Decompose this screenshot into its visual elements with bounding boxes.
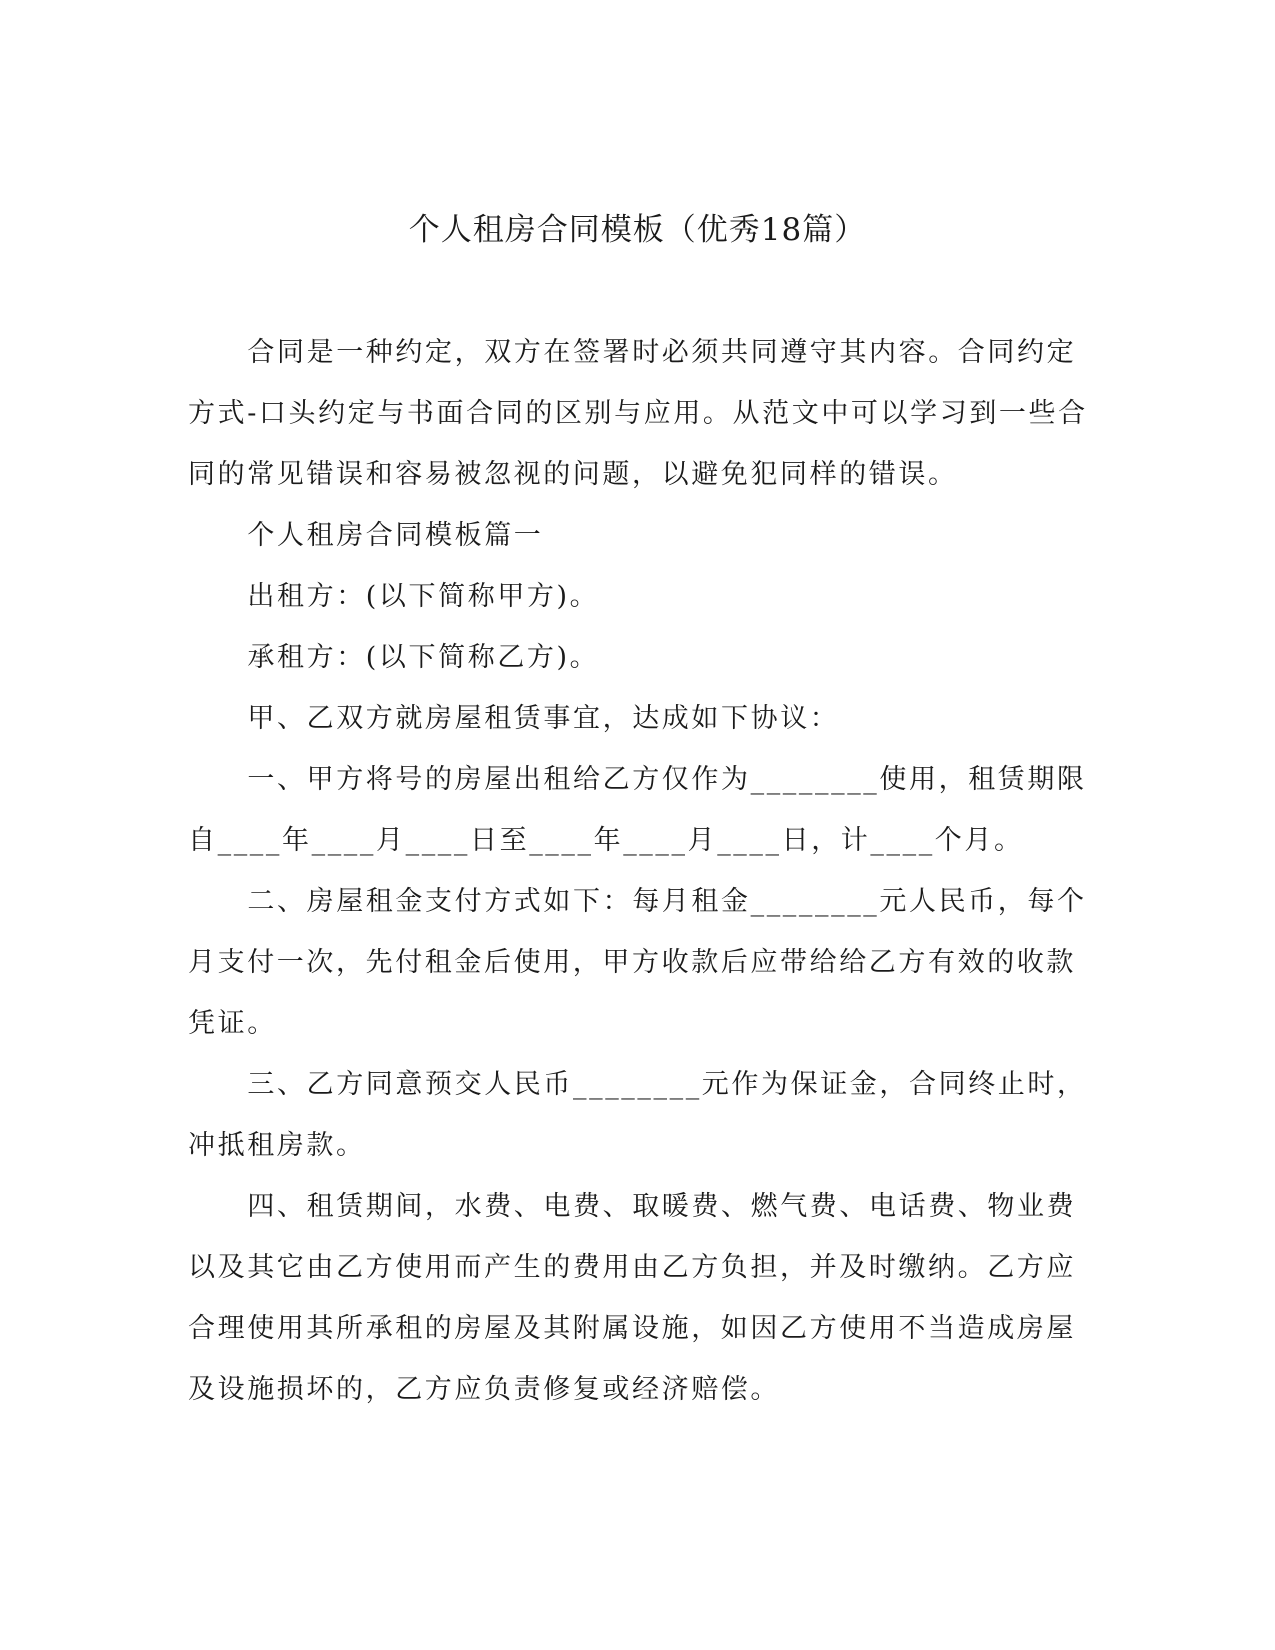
clause-1: 一、甲方将号的房屋出租给乙方仅作为________使用，租赁期限自____年____月____日至____年____月____日，计____个月。 [188, 764, 1087, 856]
lessee-line: 承租方：(以下简称乙方)。 [247, 642, 600, 673]
clause-4: 四、租赁期间，水费、电费、取暖费、燃气费、电话费、物业费以及其它由乙方使用而产生的费用由乙方负担，并及时缴纳。乙方应合理使用其所承租的房屋及其附属设施，如因乙方使用不当造成房屋及设施损坏的，乙方应负责修复或经济赔偿。 [188, 1191, 1077, 1405]
agreement-intro: 甲、乙双方就房屋租赁事宜，达成如下协议： [247, 703, 840, 734]
intro-paragraph: 合同是一种约定，双方在签署时必须共同遵守其内容。合同约定方式-口头约定与书面合同的区别与应用。从范文中可以学习到一些合同的常见错误和容易被忽视的问题，以避免犯同样的错误。 [188, 337, 1088, 490]
clause-3: 三、乙方同意预交人民币________元作为保证金，合同终止时，冲抵租房款。 [188, 1069, 1087, 1161]
clause-2: 二、房屋租金支付方式如下：每月租金________元人民币，每个月支付一次，先付租金后使用，甲方收款后应带给给乙方有效的收款凭证。 [188, 886, 1087, 1039]
document-body [188, 322, 1098, 1420]
lessor-line: 出租方：(以下简称甲方)。 [247, 581, 600, 612]
section-heading: 个人租房合同模板篇一 [247, 520, 544, 551]
document-title: 个人租房合同模板（优秀18篇） [408, 212, 867, 248]
